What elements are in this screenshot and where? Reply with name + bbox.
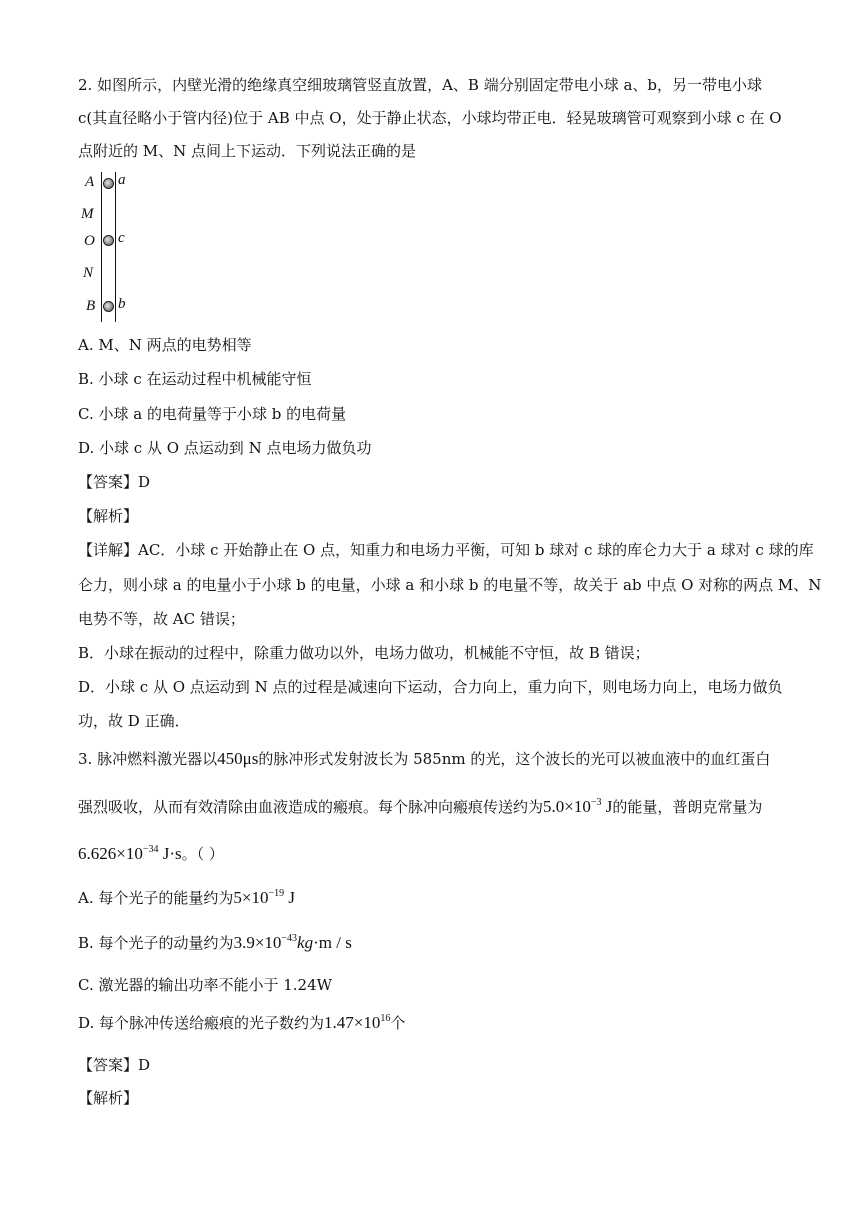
q3-option-d-exp: 16 <box>380 1013 391 1024</box>
q2-answer: 【答案】D <box>78 473 151 491</box>
label-a: a <box>118 172 126 188</box>
q3-option-d <box>78 1012 405 1034</box>
q2-option-a: A. M、N 两点的电势相等 <box>78 336 252 354</box>
q3-option-b-value <box>234 933 352 952</box>
q3-option-b <box>78 932 352 954</box>
q3-option-a-exp: −19 <box>268 888 285 899</box>
q3-option-a-base: 5×10 <box>233 888 269 907</box>
label-O: O <box>84 233 95 249</box>
q3-line1-text-b: 的脉冲形式发射波长为 585nm 的光，这个波长的光可以被血液中的血红蛋白 <box>258 750 771 768</box>
q2-analysis-title: 【解析】 <box>78 507 139 525</box>
ball-c <box>103 235 114 246</box>
label-b: b <box>118 296 126 312</box>
ball-b <box>103 301 114 312</box>
q3-pulse-energy <box>543 797 612 816</box>
q2-detail-line-6: 功，故 D 正确． <box>78 712 190 730</box>
q3-stem-line-1 <box>78 748 770 770</box>
q3-option-c: C. 激光器的输出功率不能小于 1.24W <box>78 976 333 994</box>
q3-option-b-unit-rest: ·m / s <box>313 933 352 952</box>
q3-option-b-text: B. 每个光子的动量约为 <box>78 934 234 952</box>
q3-planck-exp: −34 <box>142 844 159 855</box>
q2-detail-line-5: D．小球 c 从 O 点运动到 N 点的过程是减速向下运动，合力向上，重力向下，则电场力向上，电场力做负 <box>78 678 783 696</box>
q3-pulse-energy-exp: −3 <box>590 797 602 808</box>
label-B: B <box>86 298 96 314</box>
q3-option-a <box>78 887 295 909</box>
q2-option-c: C. 小球 a 的电荷量等于小球 b 的电荷量 <box>78 405 347 423</box>
q2-detail-line-2: 仑力，则小球 a 的电量小于小球 b 的电量，小球 a 和小球 b 的电量不等，故关于 ab 中点 O 对称的两点 M、N <box>78 576 822 594</box>
q3-line2-text-b: 的能量，普朗克常量为 <box>612 798 763 816</box>
q2-detail-line-1: 【详解】AC．小球 c 开始静止在 O 点，知重力和电场力平衡，可知 b 球对 c 球的库仑力大于 a 球对 c 球的库 <box>78 541 814 559</box>
q2-option-b: B. 小球 c 在运动过程中机械能守恒 <box>78 370 312 388</box>
q3-planck-unit: J·s <box>162 844 182 863</box>
q3-pulse-duration: 450μs <box>217 749 259 768</box>
q3-pulse-energy-unit: J <box>605 797 613 816</box>
q3-option-d-base: 1.47×10 <box>324 1013 381 1032</box>
q2-stem-line-1: 2. 如图所示，内壁光滑的绝缘真空细玻璃管竖直放置，A、B 端分别固定带电小球 a、b，另一带电小球 <box>78 76 763 94</box>
q3-answer: 【答案】D <box>78 1056 151 1074</box>
q3-stem-line-3 <box>78 843 224 865</box>
q2-detail-line-3: 电势不等，故 AC 错误； <box>78 610 245 628</box>
q3-option-a-unit: J <box>288 888 295 907</box>
q3-option-d-tail: 个 <box>390 1014 406 1032</box>
q3-pulse-energy-base: 5.0×10 <box>543 797 591 816</box>
q3-analysis-title: 【解析】 <box>78 1089 139 1107</box>
q3-stem-line-2 <box>78 796 762 818</box>
q3-option-b-exp: −43 <box>281 933 298 944</box>
q3-option-b-base: 3.9×10 <box>233 933 282 952</box>
q2-detail-line-4: B．小球在振动的过程中，除重力做功以外，电场力做功，机械能不守恒，故 B 错误； <box>78 644 650 662</box>
glass-tube-figure <box>80 172 140 328</box>
q2-option-d: D. 小球 c 从 O 点运动到 N 点电场力做负功 <box>78 439 372 457</box>
q3-option-d-text: D. 每个脉冲传送给瘢痕的光子数约为 <box>78 1014 325 1032</box>
q2-stem-line-3: 点附近的 M、N 点间上下运动．下列说法正确的是 <box>78 142 417 160</box>
label-M: M <box>81 206 94 222</box>
q3-line2-text-a: 强烈吸收，从而有效清除由血液造成的瘢痕。每个脉冲向瘢痕传送约为 <box>78 798 544 816</box>
q2-stem-line-2: c(其直径略小于管内径)位于 AB 中点 O，处于静止状态，小球均带正电．轻晃玻璃管可观察到小球 c 在 O <box>78 109 782 127</box>
tube-left-wall <box>101 172 102 322</box>
q3-option-a-text: A. 每个光子的能量约为 <box>78 889 234 907</box>
q3-option-a-value <box>233 888 295 907</box>
label-A: A <box>85 174 95 190</box>
q3-planck-base: 6.626×10 <box>78 844 143 863</box>
tube-right-wall <box>115 172 116 322</box>
label-c: c <box>118 230 125 246</box>
q3-line3-tail: 。（ ） <box>181 845 224 863</box>
q3-option-b-unit-kg: kg <box>297 933 314 952</box>
ball-a <box>103 178 114 189</box>
label-N: N <box>83 265 94 281</box>
q3-planck-constant <box>78 844 182 863</box>
q3-line1-text-a: 3. 脉冲燃料激光器以 <box>78 750 218 768</box>
q3-option-d-value <box>324 1013 390 1032</box>
